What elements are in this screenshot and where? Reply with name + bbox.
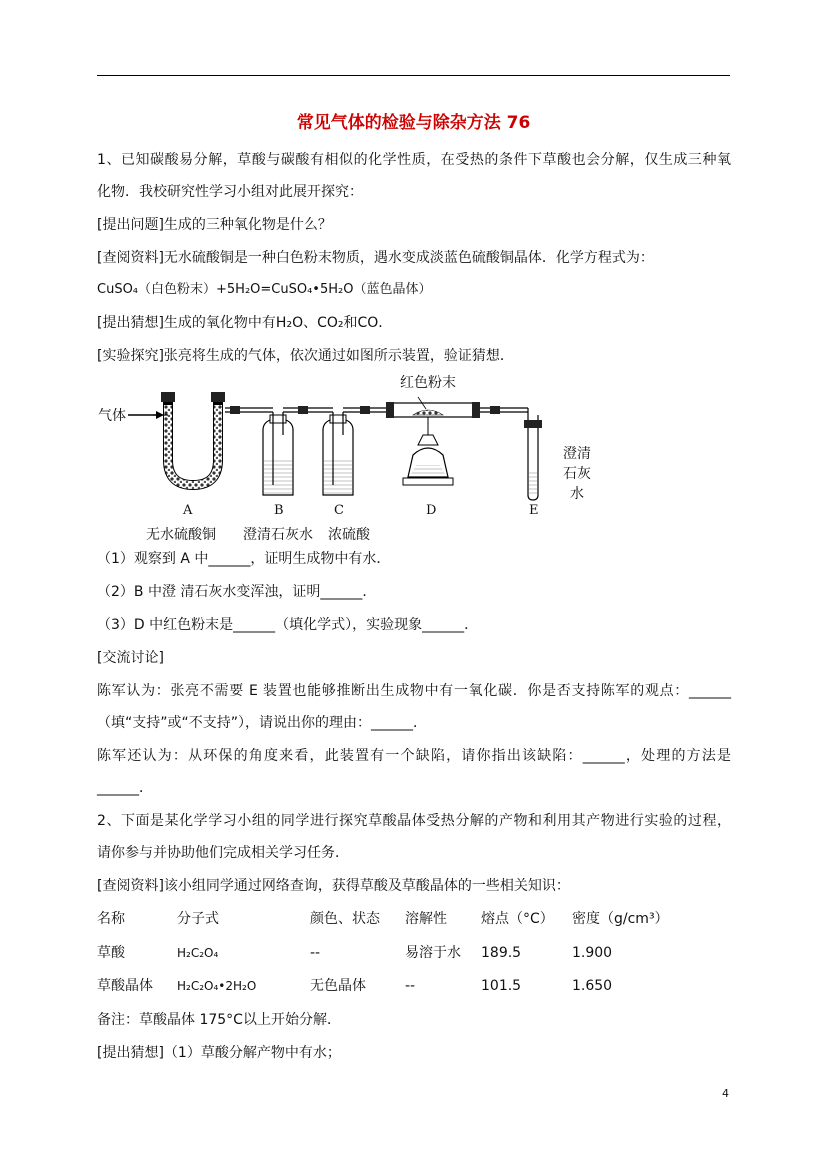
q1-chen1-line2: （填“支持”或“不支持”），请说出你的理由：______．	[97, 715, 428, 731]
td-appearance: --	[310, 945, 321, 961]
td-solubility: --	[405, 978, 416, 994]
th-formula: 分子式	[177, 911, 219, 927]
q1-chen1-line1: 陈军认为：张亮不需要 E 装置也能够推断出生成物中有一氧化碳．你是否支持陈军的观点：______	[97, 683, 731, 699]
th-melting: 熔点（°C）	[481, 911, 554, 927]
q2-intro-line1: 2、下面是某化学学习小组的同学进行探究草酸晶体受热分解的产物和利用其产物进行实验的过程，	[97, 813, 731, 829]
q1-experiment: [实验探究]张亮将生成的气体，依次通过如图所示装置，验证猜想．	[97, 348, 514, 364]
u-tube-stopper-right	[211, 392, 225, 402]
td-formula: H₂C₂O₄•2H₂O	[177, 979, 257, 993]
td-name: 草酸晶体	[97, 978, 153, 994]
u-tube-stopper-left	[161, 392, 175, 402]
e-label-1: 澄清	[563, 446, 591, 462]
e-label-2: 石灰	[563, 466, 591, 482]
td-density: 1.900	[572, 945, 613, 961]
u-tube-a	[168, 400, 218, 485]
th-appearance: 颜色、状态	[310, 911, 380, 927]
caption-a: 无水硫酸铜	[146, 527, 216, 543]
th-solubility: 溶解性	[405, 911, 447, 927]
q2-intro-line2: 请你参与并协助他们完成相关学习任务．	[97, 845, 349, 861]
td-formula: H₂C₂O₄	[177, 946, 219, 960]
e-label-3: 水	[570, 486, 584, 502]
q1-intro-line2: 化物．我校研究性学习小组对此展开探究：	[97, 184, 363, 200]
q1-sub2: （2）B 中澄 清石灰水变浑浊，证明______．	[97, 584, 377, 600]
th-name: 名称	[97, 911, 125, 927]
letter-b: B	[274, 503, 284, 518]
apparatus-figure	[98, 375, 598, 545]
td-density: 1.650	[572, 978, 613, 994]
page-title: 常见气体的检验与除杂方法 76	[296, 113, 531, 133]
td-appearance: 无色晶体	[310, 978, 366, 994]
q1-info: [查阅资料]无水硫酸铜是一种白色粉末物质，遇水变成淡蓝色硫酸铜晶体．化学方程式为：	[97, 250, 654, 266]
caption-b: 澄清石灰水	[243, 527, 313, 543]
letter-a: A	[183, 503, 193, 518]
letter-d: D	[426, 503, 437, 518]
gas-label: 气体	[98, 408, 126, 424]
q1-sub3: （3）D 中红色粉末是______（填化学式），实验现象______．	[97, 617, 479, 633]
q1-hypothesis: [提出猜想]生成的氧化物中有H₂O、CO₂和CO．	[97, 315, 393, 331]
letter-e: E	[529, 503, 539, 518]
burner-base	[403, 478, 453, 485]
q2-note: 备注：草酸晶体 175°C以上开始分解．	[97, 1012, 341, 1028]
letter-c: C	[334, 503, 344, 518]
q1-question: [提出问题]生成的三种氧化物是什么？	[97, 217, 332, 233]
th-density: 密度（g/cm³）	[572, 911, 669, 927]
td-solubility: 易溶于水	[405, 945, 461, 961]
q1-chen2-line2: ______．	[97, 780, 153, 796]
q1-sub1: （1）观察到 A 中______，证明生成物中有水．	[97, 551, 391, 567]
td-melting: 189.5	[481, 945, 522, 961]
q2-info: [查阅资料]该小组同学通过网络查询，获得草酸及草酸晶体的一些相关知识：	[97, 878, 570, 894]
q1-intro-line1: 1、已知碳酸易分解，草酸与碳酸有相似的化学性质，在受热的条件下草酸也会分解，仅生成三种氧	[97, 152, 731, 168]
apparatus-drawing	[98, 375, 598, 545]
page-number: 4	[722, 1087, 729, 1100]
td-name: 草酸	[97, 945, 125, 961]
td-melting: 101.5	[481, 978, 522, 994]
red-powder-label: 红色粉末	[400, 375, 456, 391]
caption-c: 浓硫酸	[328, 527, 370, 543]
header-rule	[97, 75, 730, 76]
q1-chen2-line1: 陈军还认为：从环保的角度来看，此装置有一个缺陷，请你指出该缺陷：______，处理的方法是	[97, 748, 731, 764]
q1-equation: CuSO₄（白色粉末）+5H₂O=CuSO₄•5H₂O（蓝色晶体）	[97, 282, 432, 297]
q2-hypothesis: [提出猜想]（1）草酸分解产物中有水；	[97, 1045, 341, 1061]
q1-discussion: [交流讨论]	[97, 650, 164, 666]
